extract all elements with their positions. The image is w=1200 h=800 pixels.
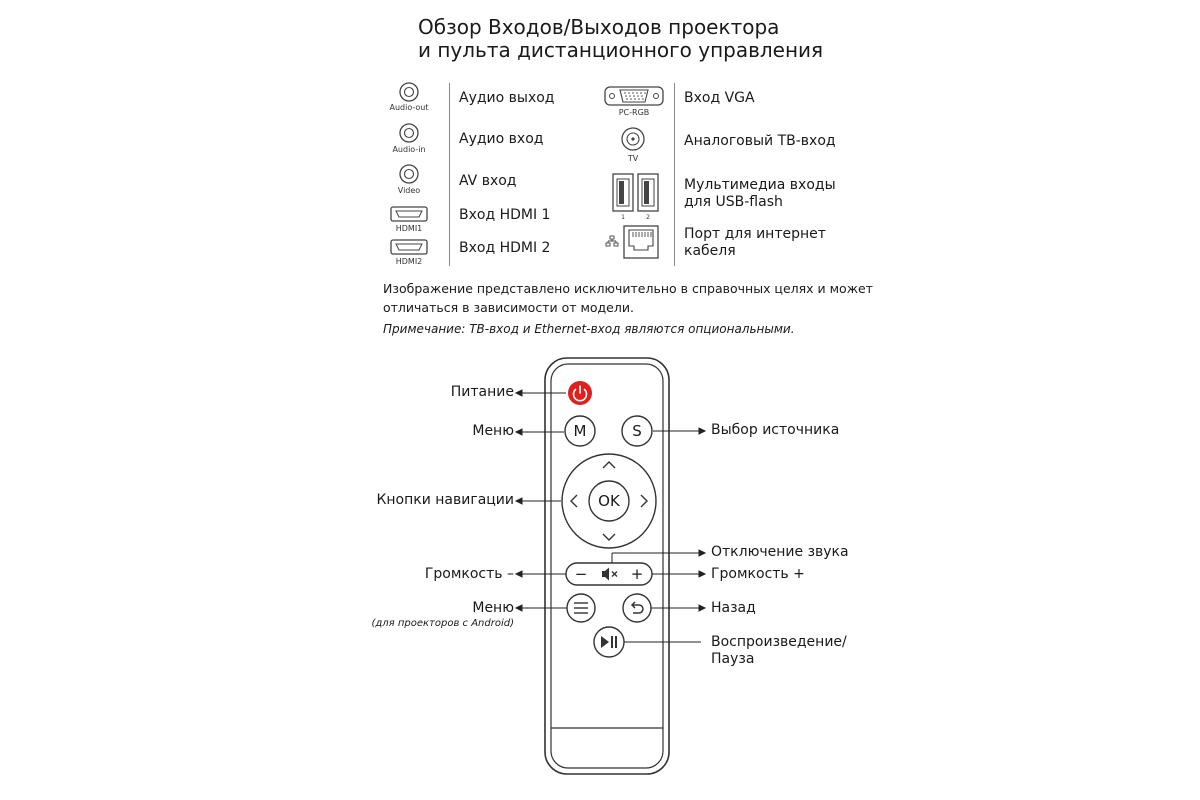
port-caption-hdmi2: HDMI2 xyxy=(395,257,423,266)
back-button xyxy=(623,594,651,622)
port-caption-audio-out: Audio-out xyxy=(389,103,429,112)
port-label-tv: Аналоговый ТВ-вход xyxy=(684,133,836,149)
port-caption-tv: TV xyxy=(627,154,639,163)
port-caption-pc-rgb: PC-RGB xyxy=(618,108,650,117)
label-source: Выбор источника xyxy=(711,422,840,438)
label-play-pause xyxy=(711,634,847,668)
volume-down-button[interactable]: − xyxy=(574,565,588,583)
port-label-ethernet-line1: Порт для интернет xyxy=(684,226,826,242)
port-caption-hdmi1: HDMI1 xyxy=(395,224,423,233)
play-pause-button xyxy=(594,627,624,657)
port-caption-audio-in: Audio-in xyxy=(392,145,426,154)
label-android-menu-sub: (для проекторов с Android) xyxy=(371,618,514,629)
port-label-vga: Вход VGA xyxy=(684,90,755,106)
port-label-usb-line2: для USB-flash xyxy=(684,194,783,210)
menu-button[interactable]: M xyxy=(573,422,587,440)
label-mute: Отключение звука xyxy=(711,544,849,560)
remark-note: Примечание: ТВ-вход и Ethernet-вход являются опциональными. xyxy=(383,322,795,336)
port-caption-usb-1: 1 xyxy=(621,214,625,221)
port-label-usb-line1: Мультимедиа входы xyxy=(684,177,836,193)
port-caption-usb-2: 2 xyxy=(646,214,650,221)
label-power: Питание xyxy=(450,384,514,400)
label-volume-down: Громкость – xyxy=(424,566,514,582)
ok-button[interactable]: OK xyxy=(598,492,620,510)
port-label-audio-out: Аудио выход xyxy=(459,90,555,106)
disclaimer-line-2: отличаться в зависимости от модели. xyxy=(383,300,634,315)
label-android-menu: Меню xyxy=(472,600,514,616)
disclaimer-line-1: Изображение представлено исключительно в справочных целях и может xyxy=(383,281,873,296)
label-back: Назад xyxy=(711,600,756,616)
port-label-audio-in: Аудио вход xyxy=(459,131,544,147)
power-button xyxy=(568,381,592,405)
source-button[interactable]: S xyxy=(632,422,642,440)
port-label-ethernet-line2: кабеля xyxy=(684,243,736,259)
label-play-pause-line2: Пауза xyxy=(711,651,755,667)
android-menu-button xyxy=(567,594,595,622)
label-volume-up: Громкость + xyxy=(711,566,805,582)
port-label-hdmi1: Вход HDMI 1 xyxy=(459,207,551,223)
pause-icon xyxy=(611,636,613,648)
title-line-2: и пульта дистанционного управления xyxy=(418,38,824,62)
label-play-pause-line1: Воспроизведение/ xyxy=(711,634,847,650)
label-menu: Меню xyxy=(472,423,514,439)
port-label-av: AV вход xyxy=(459,173,517,189)
volume-up-button[interactable]: + xyxy=(630,565,644,583)
label-navigation: Кнопки навигации xyxy=(376,492,514,508)
port-caption-video: Video xyxy=(397,186,421,195)
port-label-hdmi2: Вход HDMI 2 xyxy=(459,240,551,256)
title-line-1: Обзор Входов/Выходов проектора xyxy=(418,15,780,39)
